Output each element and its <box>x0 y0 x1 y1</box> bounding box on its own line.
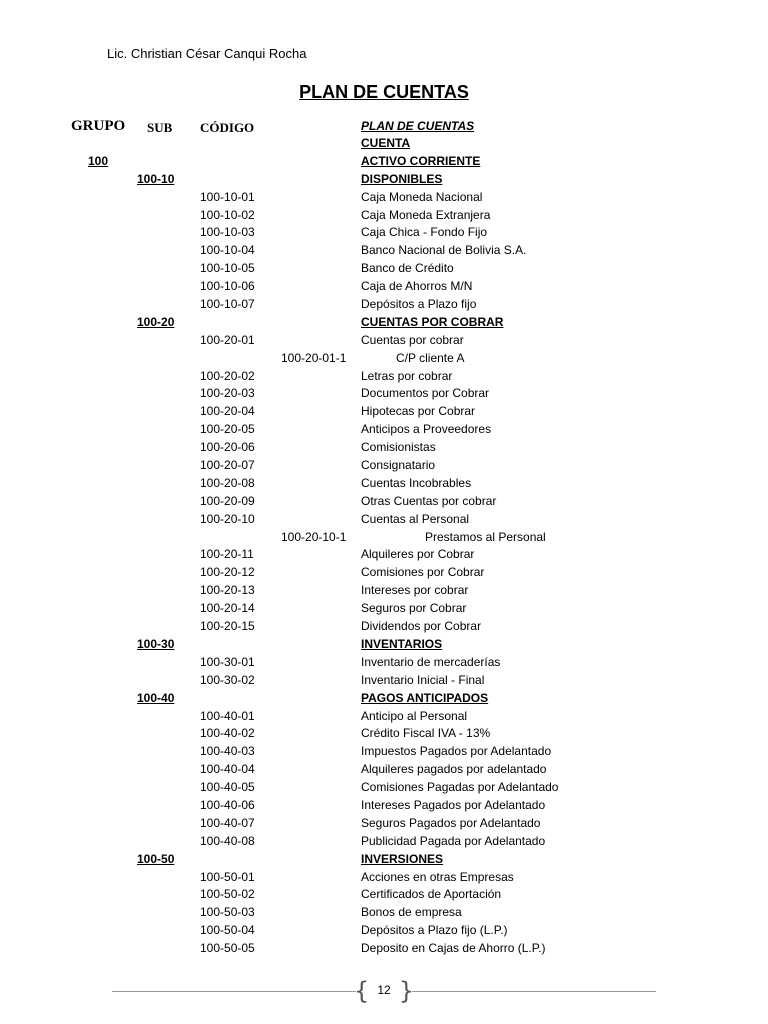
account-code: 100-20-14 <box>200 601 255 616</box>
account-row <box>0 690 768 708</box>
account-row <box>0 278 768 296</box>
account-row <box>0 725 768 743</box>
account-row <box>0 833 768 851</box>
account-row <box>0 618 768 636</box>
subgroup-code: 100-50 <box>137 851 175 866</box>
column-header-plan-de-cuentas: PLAN DE CUENTAS <box>361 119 475 133</box>
footer-divider-right <box>412 991 656 992</box>
account-row <box>0 529 768 547</box>
account-row <box>0 332 768 350</box>
account-name: Seguros Pagados por Adelantado <box>361 815 541 830</box>
account-name: Banco de Crédito <box>361 261 454 276</box>
account-name: Inventario de mercaderías <box>361 654 501 669</box>
account-code: 100-40-03 <box>200 744 255 759</box>
account-name: Alquileres por Cobrar <box>361 547 475 562</box>
account-code: 100-20-07 <box>200 458 255 473</box>
account-row <box>0 886 768 904</box>
account-name: Cuentas por cobrar <box>361 332 464 347</box>
column-header-codigo: CÓDIGO <box>200 120 255 135</box>
account-row <box>0 940 768 958</box>
page-title: PLAN DE CUENTAS <box>299 82 469 102</box>
account-code: 100-20-10 <box>200 511 255 526</box>
account-code: 100-10-06 <box>200 279 255 294</box>
account-name: Depósitos a Plazo fijo <box>361 297 477 312</box>
account-name: Letras por cobrar <box>361 368 453 383</box>
account-row <box>0 350 768 368</box>
account-code: 100-40-01 <box>200 708 255 723</box>
subaccount-code: 100-20-01-1 <box>281 350 347 365</box>
account-code: 100-20-06 <box>200 440 255 455</box>
account-name: Dividendos por Cobrar <box>361 619 482 634</box>
account-row <box>0 260 768 278</box>
account-name: Anticipo al Personal <box>361 708 468 723</box>
author-name: Lic. Christian César Canqui Rocha <box>107 46 307 61</box>
account-code: 100-40-05 <box>200 780 255 795</box>
account-code: 100-50-02 <box>200 887 255 902</box>
account-name: Otras Cuentas por cobrar <box>361 493 497 508</box>
account-row <box>0 904 768 922</box>
account-name: Inventario Inicial - Final <box>361 672 485 687</box>
account-name: INVERSIONES <box>361 851 444 866</box>
account-row <box>0 546 768 564</box>
account-code: 100-50-03 <box>200 905 255 920</box>
account-name: Caja de Ahorros M/N <box>361 279 473 294</box>
page-number: 12 <box>377 983 391 997</box>
right-brace-icon: } <box>398 977 414 1005</box>
account-code: 100-20-03 <box>200 386 255 401</box>
account-row <box>0 207 768 225</box>
account-name: Cuentas Incobrables <box>361 475 472 490</box>
account-name: Caja Chica - Fondo Fijo <box>361 225 488 240</box>
account-row <box>0 189 768 207</box>
account-name: Alquileres pagados por adelantado <box>361 762 547 777</box>
account-row <box>0 493 768 511</box>
account-name: Caja Moneda Nacional <box>361 189 483 204</box>
account-row <box>0 636 768 654</box>
account-row <box>0 743 768 761</box>
account-row <box>0 600 768 618</box>
account-name: Anticipos a Proveedores <box>361 422 492 437</box>
account-code: 100-10-05 <box>200 261 255 276</box>
account-code: 100-40-02 <box>200 726 255 741</box>
account-code: 100-40-04 <box>200 762 255 777</box>
account-row <box>0 511 768 529</box>
account-name: Prestamos al Personal <box>425 529 546 544</box>
subgroup-code: 100-20 <box>137 314 175 329</box>
account-name: Banco Nacional de Bolivia S.A. <box>361 243 527 258</box>
account-row <box>0 672 768 690</box>
account-code: 100-20-04 <box>200 404 255 419</box>
column-header-grupo: GRUPO <box>71 118 126 134</box>
account-row <box>0 564 768 582</box>
account-row <box>0 171 768 189</box>
account-row <box>0 314 768 332</box>
account-code: 100-20-09 <box>200 493 255 508</box>
account-code: 100-20-02 <box>200 368 255 383</box>
account-name: Comisiones por Cobrar <box>361 565 485 580</box>
account-code: 100-10-04 <box>200 243 255 258</box>
account-row <box>0 475 768 493</box>
account-row <box>0 135 768 153</box>
account-name: Hipotecas por Cobrar <box>361 404 476 419</box>
account-row <box>0 779 768 797</box>
account-code: 100-10-01 <box>200 189 255 204</box>
account-row <box>0 403 768 421</box>
account-code: 100-40-07 <box>200 815 255 830</box>
subaccount-code: 100-20-10-1 <box>281 529 347 544</box>
account-name: DISPONIBLES <box>361 171 443 186</box>
account-code: 100-10-03 <box>200 225 255 240</box>
account-code: 100-50-05 <box>200 941 255 956</box>
account-name: Intereses Pagados por Adelantado <box>361 797 546 812</box>
account-name: CUENTA <box>361 136 411 150</box>
account-name: Impuestos Pagados por Adelantado <box>361 744 552 759</box>
account-code: 100-20-08 <box>200 475 255 490</box>
account-code: 100-40-08 <box>200 833 255 848</box>
account-name: Depósitos a Plazo fijo (L.P.) <box>361 923 508 938</box>
account-name: Publicidad Pagada por Adelantado <box>361 833 546 848</box>
subgroup-code: 100-30 <box>137 636 175 651</box>
account-row <box>0 421 768 439</box>
account-row <box>0 457 768 475</box>
account-code: 100-50-04 <box>200 923 255 938</box>
account-name: Seguros por Cobrar <box>361 601 467 616</box>
account-name: C/P cliente A <box>396 350 465 365</box>
account-row <box>0 797 768 815</box>
account-name: Comisionistas <box>361 440 436 455</box>
account-row <box>0 922 768 940</box>
account-code: 100-20-12 <box>200 565 255 580</box>
account-row <box>0 654 768 672</box>
account-row <box>0 439 768 457</box>
account-name: Cuentas al Personal <box>361 511 470 526</box>
accounts-list <box>0 135 768 958</box>
account-row <box>0 224 768 242</box>
group-code: 100 <box>88 153 109 168</box>
account-code: 100-10-07 <box>200 297 255 312</box>
account-code: 100-20-15 <box>200 619 255 634</box>
account-row <box>0 385 768 403</box>
account-code: 100-30-02 <box>200 672 255 687</box>
account-name: Consignatario <box>361 458 436 473</box>
column-header-sub: SUB <box>147 120 173 135</box>
account-code: 100-40-06 <box>200 797 255 812</box>
account-name: Documentos por Cobrar <box>361 386 490 401</box>
account-name: PAGOS ANTICIPADOS <box>361 690 489 705</box>
account-code: 100-30-01 <box>200 654 255 669</box>
account-row <box>0 153 768 171</box>
account-code: 100-10-02 <box>200 207 255 222</box>
account-row <box>0 368 768 386</box>
account-row <box>0 582 768 600</box>
account-name: Bonos de empresa <box>361 905 462 920</box>
subgroup-code: 100-10 <box>137 171 175 186</box>
account-code: 100-50-01 <box>200 869 255 884</box>
account-row <box>0 242 768 260</box>
account-name: ACTIVO CORRIENTE <box>361 153 481 168</box>
account-code: 100-20-13 <box>200 583 255 598</box>
account-name: Deposito en Cajas de Ahorro (L.P.) <box>361 941 546 956</box>
footer-divider-left <box>112 991 356 992</box>
account-name: INVENTARIOS <box>361 636 443 651</box>
account-code: 100-20-01 <box>200 332 255 347</box>
page-number-box <box>354 977 414 1006</box>
account-row <box>0 761 768 779</box>
account-name: Crédito Fiscal IVA - 13% <box>361 726 491 741</box>
subgroup-code: 100-40 <box>137 690 175 705</box>
account-name: Acciones en otras Empresas <box>361 869 514 884</box>
account-name: CUENTAS POR COBRAR <box>361 314 504 329</box>
account-name: Certificados de Aportación <box>361 887 502 902</box>
account-name: Caja Moneda Extranjera <box>361 207 491 222</box>
account-code: 100-20-05 <box>200 422 255 437</box>
account-row <box>0 708 768 726</box>
account-code: 100-20-11 <box>200 547 254 562</box>
account-name: Comisiones Pagadas por Adelantado <box>361 780 559 795</box>
account-row <box>0 851 768 869</box>
account-row <box>0 296 768 314</box>
account-name: Intereses por cobrar <box>361 583 469 598</box>
account-row <box>0 815 768 833</box>
account-row <box>0 869 768 887</box>
left-brace-icon: { <box>354 977 370 1005</box>
